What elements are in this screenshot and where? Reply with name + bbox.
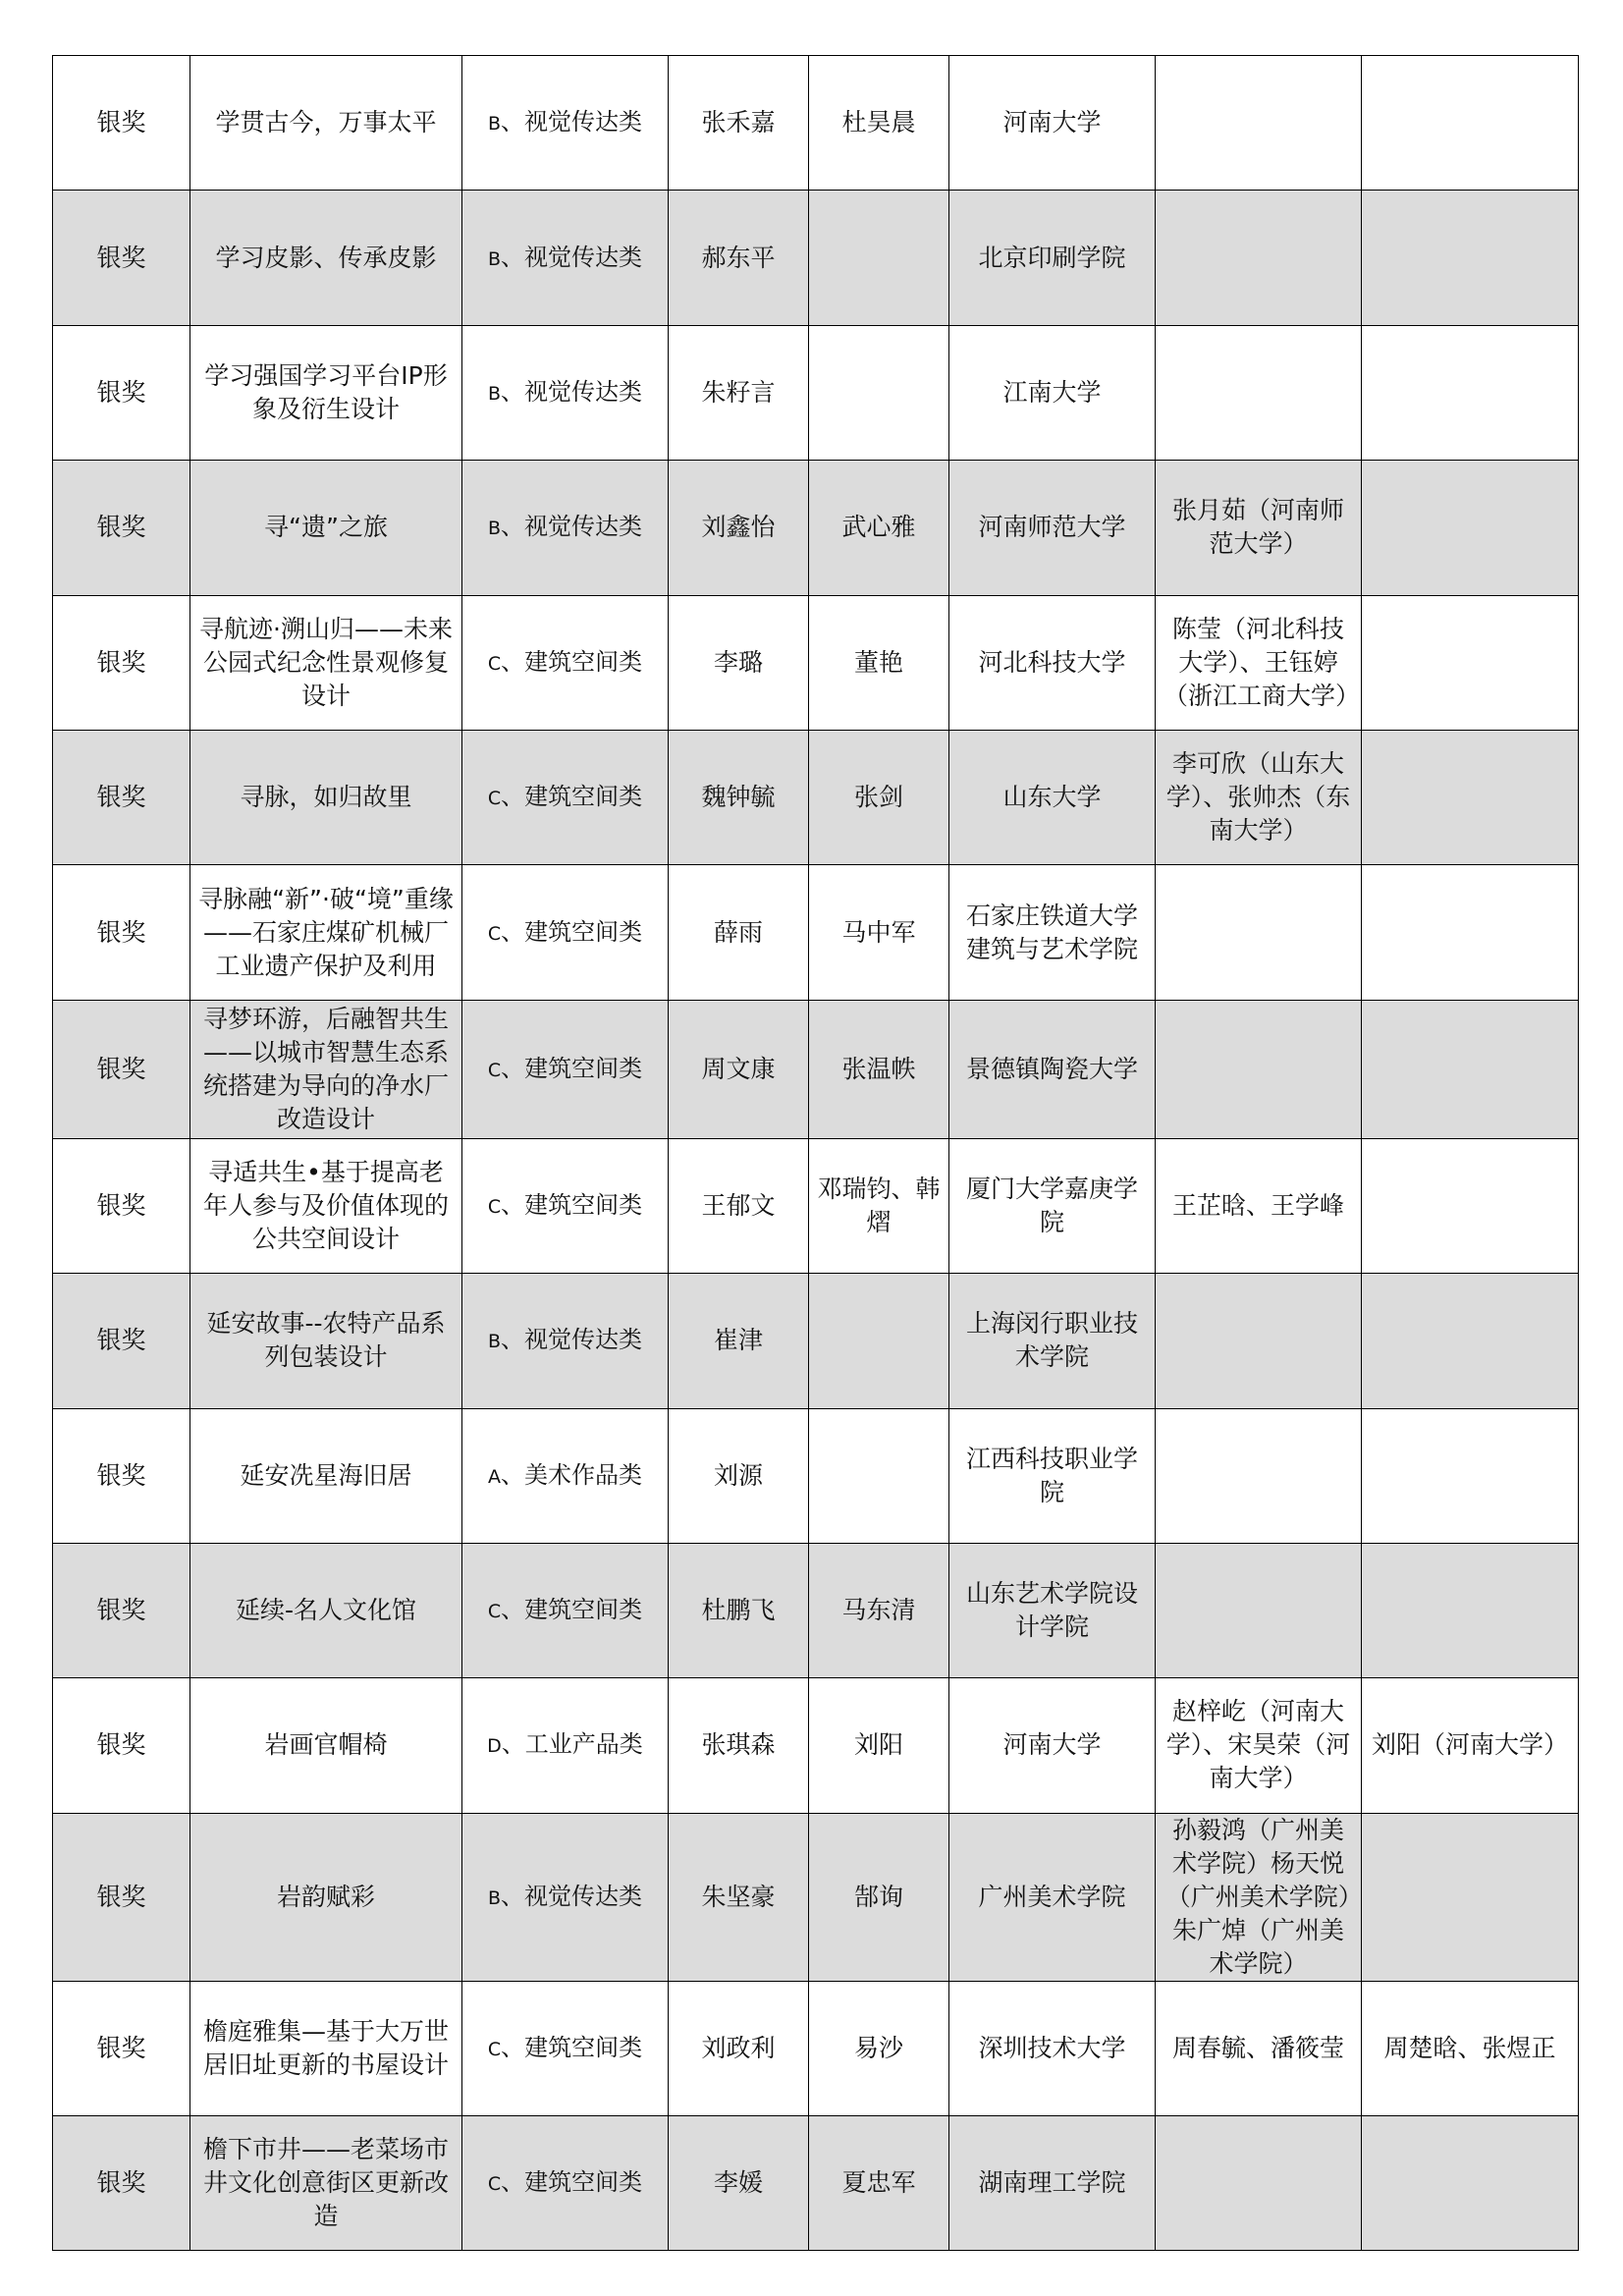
author-cell: 王郁文 <box>669 1138 809 1273</box>
advisor-cell <box>1156 1000 1362 1138</box>
author-cell: 朱坚豪 <box>669 1813 809 1981</box>
table-row <box>53 595 1579 730</box>
award-cell: 银奖 <box>53 1274 190 1408</box>
category-letter: C <box>487 652 502 675</box>
table-row <box>53 1138 1579 1273</box>
awards-table <box>52 55 1579 2251</box>
extra-cell <box>1362 2116 1579 2251</box>
school-cell: 北京印刷学院 <box>949 191 1156 325</box>
category-cell <box>462 2116 669 2251</box>
category-label: 、建筑空间类 <box>501 1596 643 1624</box>
category-label: 、视觉传达类 <box>501 108 643 137</box>
category-label: 、视觉传达类 <box>501 1882 643 1910</box>
advisor-cell <box>1156 325 1362 460</box>
category-cell <box>462 865 669 1000</box>
advisor-cell: 张月茹（河南师范大学） <box>1156 461 1362 595</box>
title-cell: 学习皮影、传承皮影 <box>190 191 462 325</box>
extra-cell <box>1362 1408 1579 1543</box>
school-cell: 江西科技职业学院 <box>949 1408 1156 1543</box>
coauthor-cell: 夏忠军 <box>809 2116 949 2251</box>
extra-cell <box>1362 56 1579 191</box>
category-letter: B <box>487 518 502 540</box>
award-cell: 银奖 <box>53 1408 190 1543</box>
category-label: 、建筑空间类 <box>501 783 643 811</box>
award-cell: 银奖 <box>53 56 190 191</box>
title-cell: 学习强国学习平台IP形象及衍生设计 <box>190 325 462 460</box>
author-cell: 李璐 <box>669 595 809 730</box>
coauthor-cell: 张温帙 <box>809 1000 949 1138</box>
school-cell: 山东大学 <box>949 730 1156 864</box>
award-cell: 银奖 <box>53 325 190 460</box>
school-cell: 广州美术学院 <box>949 1813 1156 1981</box>
category-cell <box>462 1981 669 2115</box>
coauthor-cell: 易沙 <box>809 1981 949 2115</box>
extra-cell <box>1362 730 1579 864</box>
coauthor-cell: 董艳 <box>809 595 949 730</box>
author-cell: 郝东平 <box>669 191 809 325</box>
table-row <box>53 325 1579 460</box>
award-cell: 银奖 <box>53 461 190 595</box>
award-cell: 银奖 <box>53 2116 190 2251</box>
advisor-cell <box>1156 1543 1362 1677</box>
school-cell: 河北科技大学 <box>949 595 1156 730</box>
award-cell: 银奖 <box>53 1813 190 1981</box>
school-cell: 景德镇陶瓷大学 <box>949 1000 1156 1138</box>
table-row <box>53 56 1579 191</box>
award-cell: 银奖 <box>53 865 190 1000</box>
school-cell: 湖南理工学院 <box>949 2116 1156 2251</box>
extra-cell <box>1362 865 1579 1000</box>
award-cell: 银奖 <box>53 191 190 325</box>
extra-cell <box>1362 1274 1579 1408</box>
author-cell: 刘源 <box>669 1408 809 1543</box>
title-cell: 檐下市井——老菜场市井文化创意街区更新改造 <box>190 2116 462 2251</box>
advisor-cell: 陈莹（河北科技大学）、王钰婷（浙江工商大学） <box>1156 595 1362 730</box>
title-cell: 寻适共生•基于提高老年人参与及价值体现的公共空间设计 <box>190 1138 462 1273</box>
advisor-cell: 孙毅鸿（广州美术学院）杨天悦（广州美术学院）朱广焯（广州美术学院） <box>1156 1813 1362 1981</box>
title-cell: 檐庭雅集—基于大万世居旧址更新的书屋设计 <box>190 1981 462 2115</box>
category-cell <box>462 1543 669 1677</box>
extra-cell <box>1362 1813 1579 1981</box>
extra-cell <box>1362 1543 1579 1677</box>
award-cell: 银奖 <box>53 1981 190 2115</box>
title-cell: 寻航迹·溯山归——未来公园式纪念性景观修复设计 <box>190 595 462 730</box>
author-cell: 朱籽言 <box>669 325 809 460</box>
table-row <box>53 1981 1579 2115</box>
author-cell: 刘鑫怡 <box>669 461 809 595</box>
extra-cell <box>1362 1138 1579 1273</box>
school-cell: 河南大学 <box>949 1678 1156 1813</box>
advisor-cell <box>1156 2116 1362 2251</box>
category-label: 、建筑空间类 <box>501 1190 643 1219</box>
category-cell <box>462 56 669 191</box>
coauthor-cell: 张剑 <box>809 730 949 864</box>
table-row <box>53 191 1579 325</box>
author-cell: 刘政利 <box>669 1981 809 2115</box>
award-cell: 银奖 <box>53 1543 190 1677</box>
category-letter: C <box>487 1601 502 1623</box>
category-letter: A <box>488 1465 501 1488</box>
category-label: 、美术作品类 <box>501 1460 642 1489</box>
category-cell <box>462 1274 669 1408</box>
advisor-cell: 周春毓、潘筱莹 <box>1156 1981 1362 2115</box>
award-cell: 银奖 <box>53 1138 190 1273</box>
title-cell: 延续-名人文化馆 <box>190 1543 462 1677</box>
extra-cell <box>1362 325 1579 460</box>
category-cell <box>462 1408 669 1543</box>
category-label: 、建筑空间类 <box>501 2168 643 2197</box>
title-cell: 寻脉，如归故里 <box>190 730 462 864</box>
advisor-cell: 赵梓屹（河南大学）、宋昊荣（河南大学） <box>1156 1678 1362 1813</box>
category-letter: C <box>487 1059 502 1081</box>
title-cell: 岩韵赋彩 <box>190 1813 462 1981</box>
extra-cell <box>1362 461 1579 595</box>
table-row <box>53 461 1579 595</box>
award-cell: 银奖 <box>53 1000 190 1138</box>
table-row <box>53 2116 1579 2251</box>
advisor-cell <box>1156 1408 1362 1543</box>
category-label: 、视觉传达类 <box>501 513 643 541</box>
author-cell: 崔津 <box>669 1274 809 1408</box>
extra-cell <box>1362 595 1579 730</box>
extra-cell <box>1362 191 1579 325</box>
category-label: 、工业产品类 <box>501 1730 643 1759</box>
category-cell <box>462 325 669 460</box>
extra-cell: 刘阳（河南大学） <box>1362 1678 1579 1813</box>
author-cell: 杜鹏飞 <box>669 1543 809 1677</box>
category-letter: C <box>487 922 502 945</box>
table-row <box>53 1274 1579 1408</box>
coauthor-cell: 马东清 <box>809 1543 949 1677</box>
title-cell: 寻梦环游，后融智共生——以城市智慧生态系统搭建为导向的净水厂改造设计 <box>190 1000 462 1138</box>
table-body <box>53 56 1579 2251</box>
category-letter: B <box>487 1331 502 1353</box>
school-cell: 江南大学 <box>949 325 1156 460</box>
author-cell: 薛雨 <box>669 865 809 1000</box>
table-row <box>53 1813 1579 1981</box>
coauthor-cell <box>809 1408 949 1543</box>
coauthor-cell: 杜昊晨 <box>809 56 949 191</box>
coauthor-cell: 刘阳 <box>809 1678 949 1813</box>
category-label: 、视觉传达类 <box>501 377 643 406</box>
coauthor-cell: 马中军 <box>809 865 949 1000</box>
category-letter: C <box>487 2038 502 2060</box>
table-row <box>53 1678 1579 1813</box>
title-cell: 岩画官帽椅 <box>190 1678 462 1813</box>
category-letter: C <box>487 788 502 810</box>
title-cell: 寻“遗”之旅 <box>190 461 462 595</box>
category-letter: B <box>487 1886 502 1909</box>
category-label: 、视觉传达类 <box>501 243 643 271</box>
table-row <box>53 730 1579 864</box>
category-label: 、视觉传达类 <box>501 1326 643 1354</box>
school-cell: 深圳技术大学 <box>949 1981 1156 2115</box>
advisor-cell: 王芷晗、王学峰 <box>1156 1138 1362 1273</box>
title-cell: 学贯古今，万事太平 <box>190 56 462 191</box>
category-letter: C <box>487 1195 502 1218</box>
title-cell: 延安故事--农特产品系列包装设计 <box>190 1274 462 1408</box>
category-cell <box>462 595 669 730</box>
school-cell: 山东艺术学院设计学院 <box>949 1543 1156 1677</box>
category-cell <box>462 1000 669 1138</box>
advisor-cell <box>1156 865 1362 1000</box>
extra-cell <box>1362 1000 1579 1138</box>
author-cell: 张禾嘉 <box>669 56 809 191</box>
category-cell <box>462 730 669 864</box>
category-letter: B <box>487 113 502 136</box>
award-cell: 银奖 <box>53 1678 190 1813</box>
award-cell: 银奖 <box>53 595 190 730</box>
author-cell: 周文康 <box>669 1000 809 1138</box>
advisor-cell <box>1156 56 1362 191</box>
table-row <box>53 1543 1579 1677</box>
school-cell: 厦门大学嘉庚学院 <box>949 1138 1156 1273</box>
advisor-cell <box>1156 1274 1362 1408</box>
school-cell: 河南师范大学 <box>949 461 1156 595</box>
table-row <box>53 865 1579 1000</box>
coauthor-cell <box>809 325 949 460</box>
author-cell: 魏钟毓 <box>669 730 809 864</box>
coauthor-cell: 邓瑞钧、韩熠 <box>809 1138 949 1273</box>
category-letter: B <box>487 382 502 405</box>
category-letter: B <box>487 247 502 270</box>
school-cell: 上海闵行职业技术学院 <box>949 1274 1156 1408</box>
category-cell <box>462 1138 669 1273</box>
table-row <box>53 1408 1579 1543</box>
category-label: 、建筑空间类 <box>501 1054 643 1082</box>
school-cell: 河南大学 <box>949 56 1156 191</box>
category-letter: D <box>487 1735 502 1758</box>
award-cell: 银奖 <box>53 730 190 864</box>
category-cell <box>462 1813 669 1981</box>
category-cell <box>462 461 669 595</box>
title-cell: 延安冼星海旧居 <box>190 1408 462 1543</box>
table-row <box>53 1000 1579 1138</box>
author-cell: 张琪森 <box>669 1678 809 1813</box>
category-cell <box>462 1678 669 1813</box>
coauthor-cell <box>809 191 949 325</box>
coauthor-cell <box>809 1274 949 1408</box>
extra-cell: 周楚晗、张煜正 <box>1362 1981 1579 2115</box>
category-cell <box>462 191 669 325</box>
title-cell: 寻脉融“新”·破“境”重缘——石家庄煤矿机械厂工业遗产保护及利用 <box>190 865 462 1000</box>
author-cell: 李媛 <box>669 2116 809 2251</box>
coauthor-cell: 郜询 <box>809 1813 949 1981</box>
advisor-cell <box>1156 191 1362 325</box>
category-label: 、建筑空间类 <box>501 647 643 676</box>
coauthor-cell: 武心雅 <box>809 461 949 595</box>
category-label: 、建筑空间类 <box>501 917 643 946</box>
category-label: 、建筑空间类 <box>501 2033 643 2061</box>
school-cell: 石家庄铁道大学建筑与艺术学院 <box>949 865 1156 1000</box>
category-letter: C <box>487 2173 502 2196</box>
advisor-cell: 李可欣（山东大学）、张帅杰（东南大学） <box>1156 730 1362 864</box>
